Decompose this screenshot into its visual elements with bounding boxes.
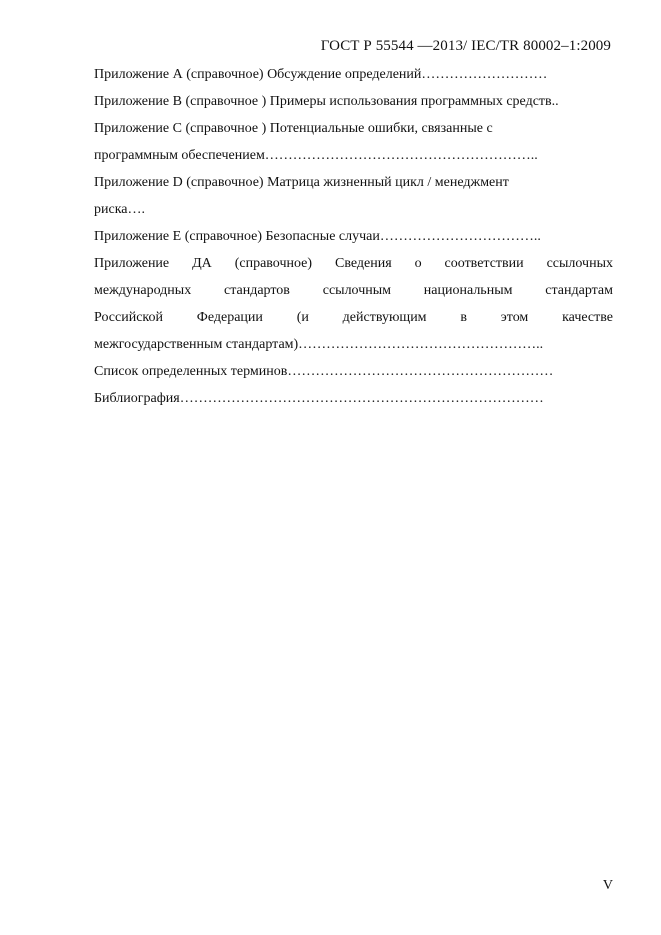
toc-entry-appendix-da-cont-3: межгосударственным стандартам)…………………………………………….. [94, 337, 544, 352]
toc-entry-appendix-da: Приложение ДА (справочное) Сведения о соответствии ссылочных [94, 256, 613, 271]
toc-entry-appendix-d-cont: риска…. [94, 202, 146, 217]
toc-entry-appendix-d: Приложение D (справочное) Матрица жизненный цикл / менеджмент [94, 175, 509, 190]
toc-entry-appendix-da-cont-2: Российской Федерации (и действующим в этом качестве [94, 310, 613, 325]
table-of-contents [94, 64, 613, 415]
toc-entry-appendix-b: Приложение В (справочное ) Примеры использования программных средств.. [94, 94, 559, 109]
document-header-code: ГОСТ Р 55544 —2013/ IEC/TR 80002–1:2009 [320, 38, 611, 54]
toc-entry-appendix-c: Приложение С (справочное ) Потенциальные ошибки, связанные с [94, 121, 493, 136]
toc-entry-appendix-da-cont-1: международных стандартов ссылочным национальным стандартам [94, 283, 613, 298]
toc-entry-terms-list: Список определенных терминов………………………………………………… [94, 364, 554, 379]
toc-entry-bibliography: Библиография…………………………………………………………………… [94, 391, 544, 406]
toc-entry-appendix-c-cont: программным обеспечением………………………………………………….. [94, 148, 538, 163]
toc-entry-appendix-a: Приложение А (справочное) Обсуждение определений……………………… [94, 67, 548, 82]
toc-entry-appendix-e: Приложение Е (справочное) Безопасные случаи…………………………….. [94, 229, 541, 244]
page-number: V [602, 878, 613, 893]
